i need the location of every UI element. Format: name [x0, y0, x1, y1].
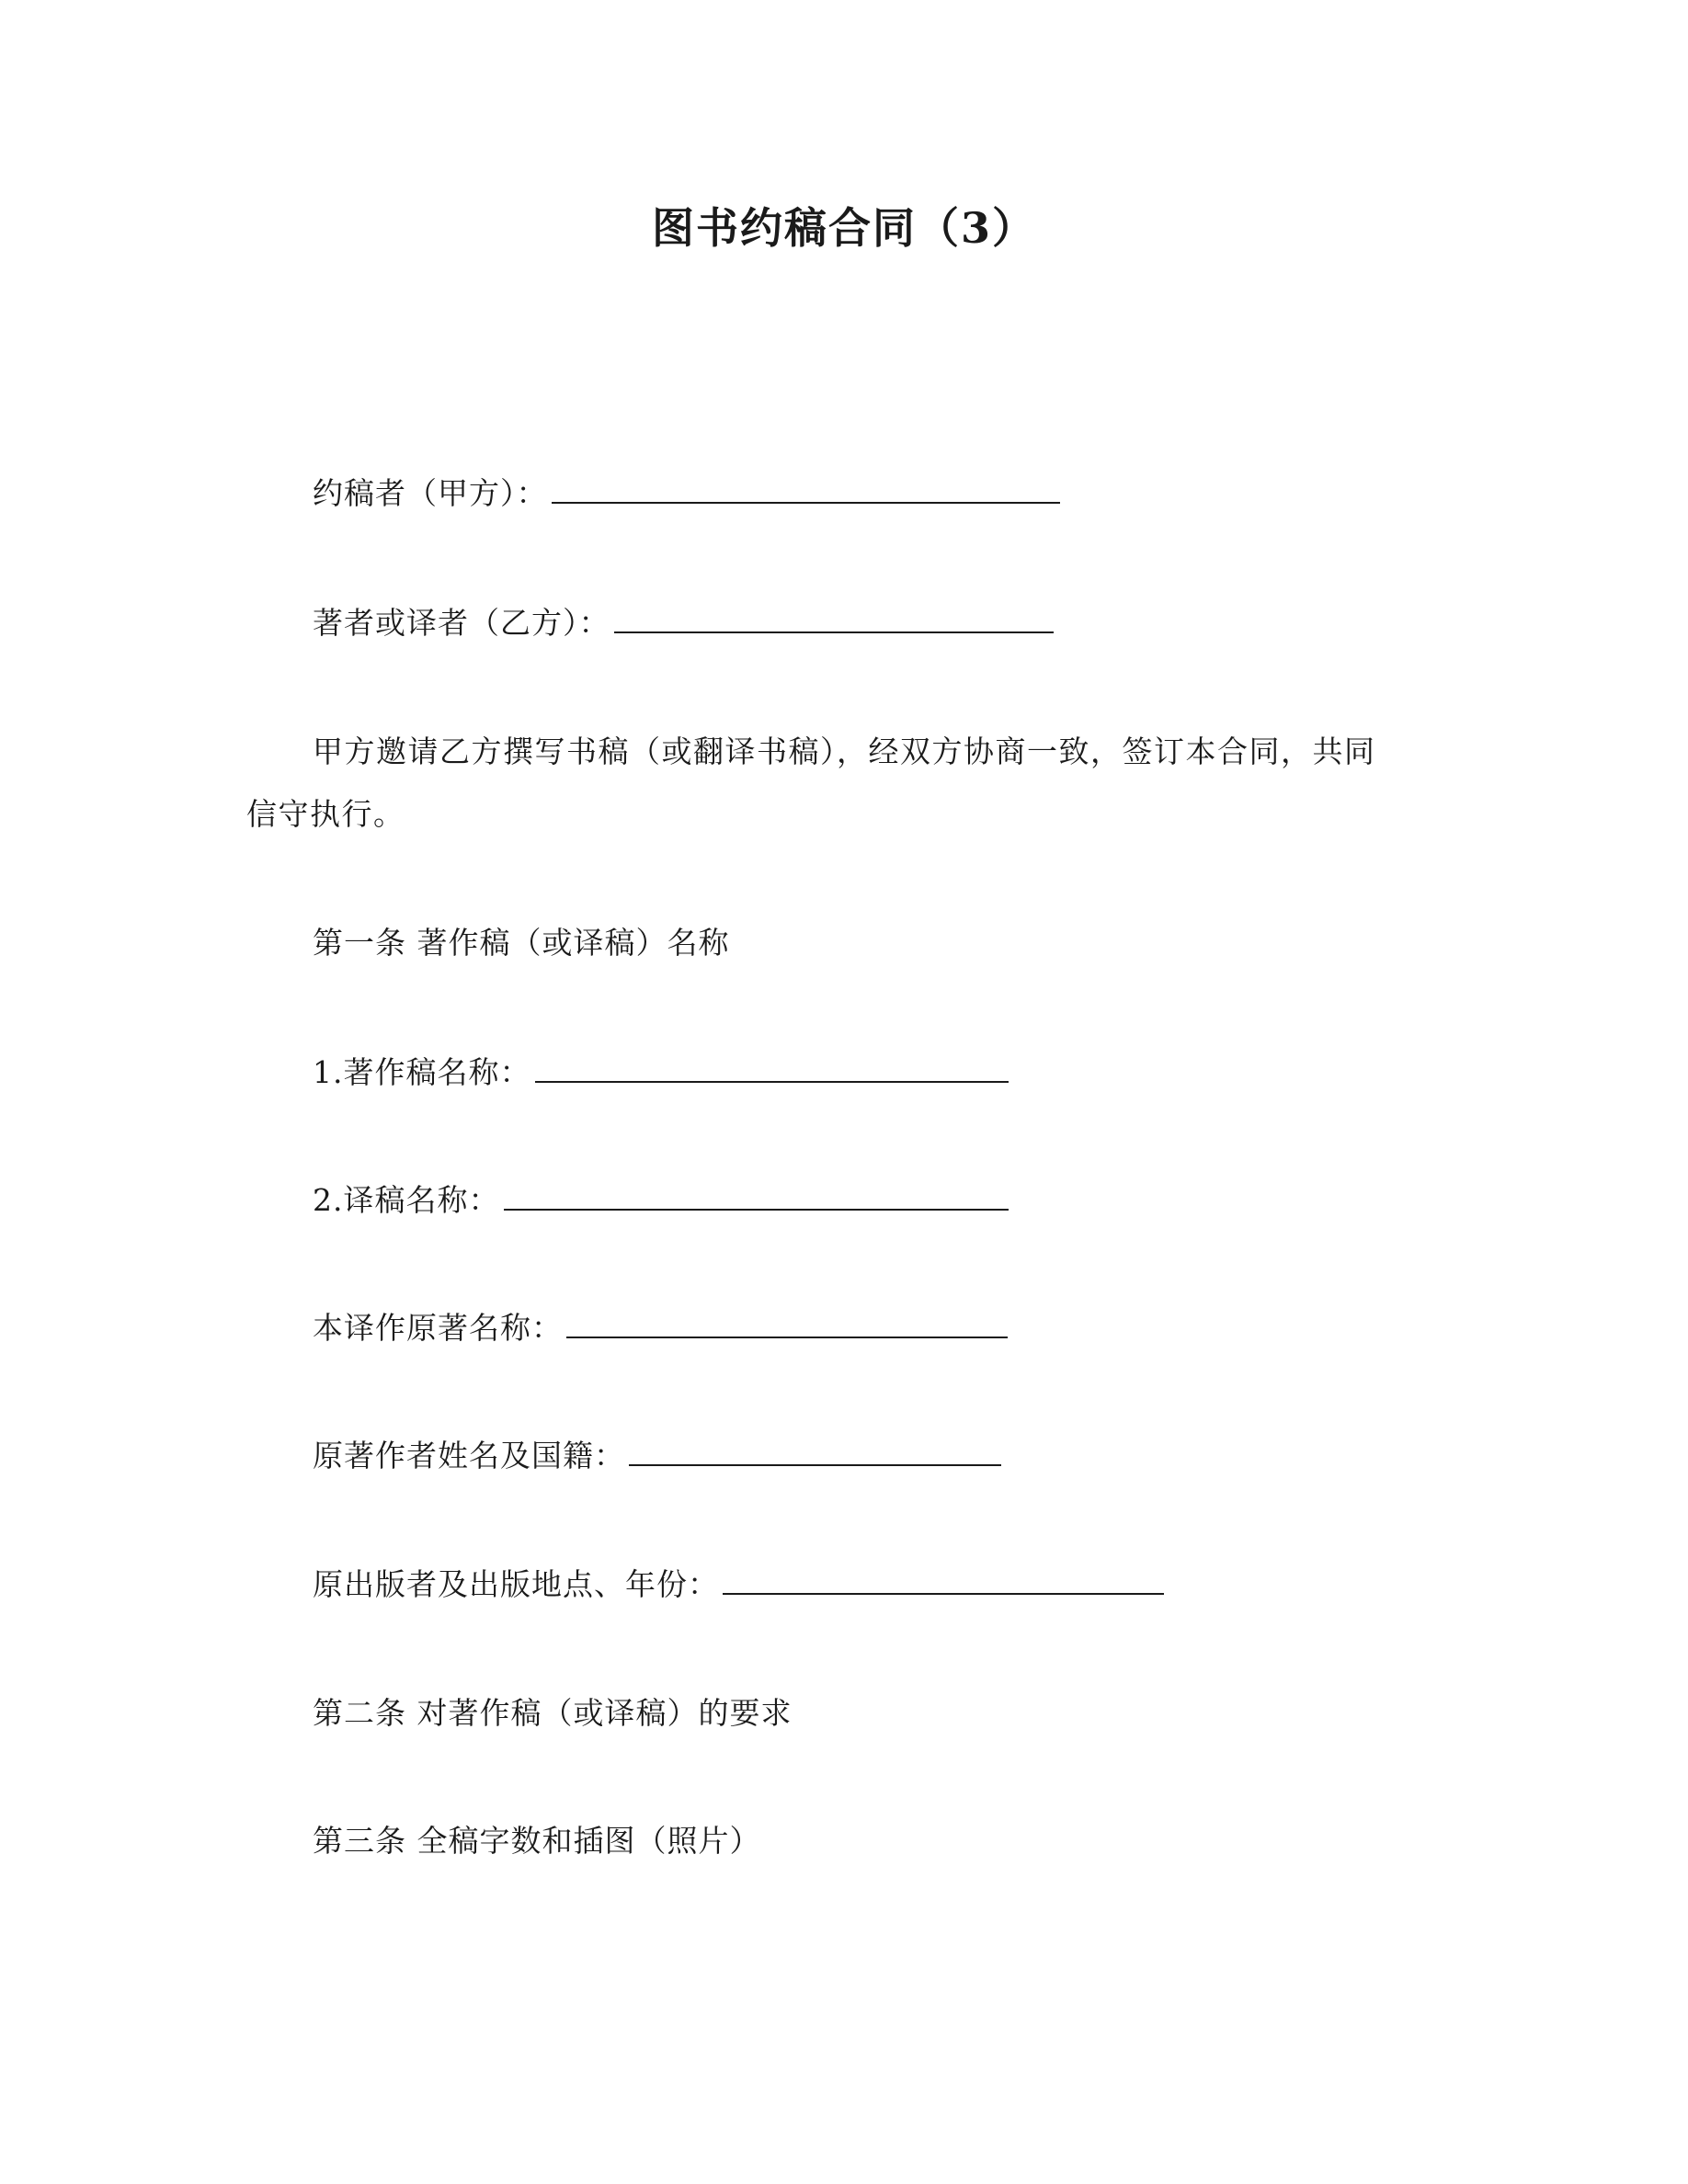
article-1-heading: 第一条 著作稿（或译稿）名称 [313, 925, 730, 961]
intro-line-1: 甲方邀请乙方撰写书稿（或翻译书稿），经双方协商一致，签订本合同，共同 [313, 734, 1376, 769]
translation-title-label: 2.译稿名称： [313, 1182, 500, 1218]
translation-title-blank[interactable] [504, 1181, 1009, 1211]
original-publisher-blank[interactable] [723, 1565, 1164, 1595]
party-a-blank[interactable] [552, 474, 1060, 504]
original-author-row [313, 1436, 1001, 1476]
party-b-label: 著者或译者（乙方）： [313, 605, 610, 641]
original-author-label: 原著作者姓名及国籍： [313, 1438, 625, 1473]
article-3-heading: 第三条 全稿字数和插图（照片） [313, 1823, 761, 1859]
original-author-blank[interactable] [629, 1437, 1001, 1466]
work-title-label: 1.著作稿名称： [313, 1054, 531, 1090]
document-title: 图书约稿合同（3） [651, 203, 1036, 253]
original-publisher-label: 原出版者及出版地点、年份： [313, 1566, 719, 1602]
original-publisher-row [313, 1564, 1164, 1605]
party-a-label: 约稿者（甲方）： [313, 475, 548, 511]
original-title-label: 本译作原著名称： [313, 1310, 563, 1346]
article-2-heading: 第二条 对著作稿（或译稿）的要求 [313, 1695, 793, 1731]
work-title-blank[interactable] [535, 1053, 1009, 1083]
intro-line-2: 信守执行。 [246, 796, 405, 832]
original-title-blank[interactable] [566, 1309, 1008, 1338]
party-a-row [313, 473, 1060, 514]
party-b-blank[interactable] [614, 604, 1054, 633]
intro-paragraph [246, 721, 1442, 846]
party-b-row [313, 603, 1054, 643]
translation-title-row [313, 1180, 1009, 1221]
original-title-row [313, 1308, 1008, 1348]
work-title-row [313, 1052, 1009, 1093]
